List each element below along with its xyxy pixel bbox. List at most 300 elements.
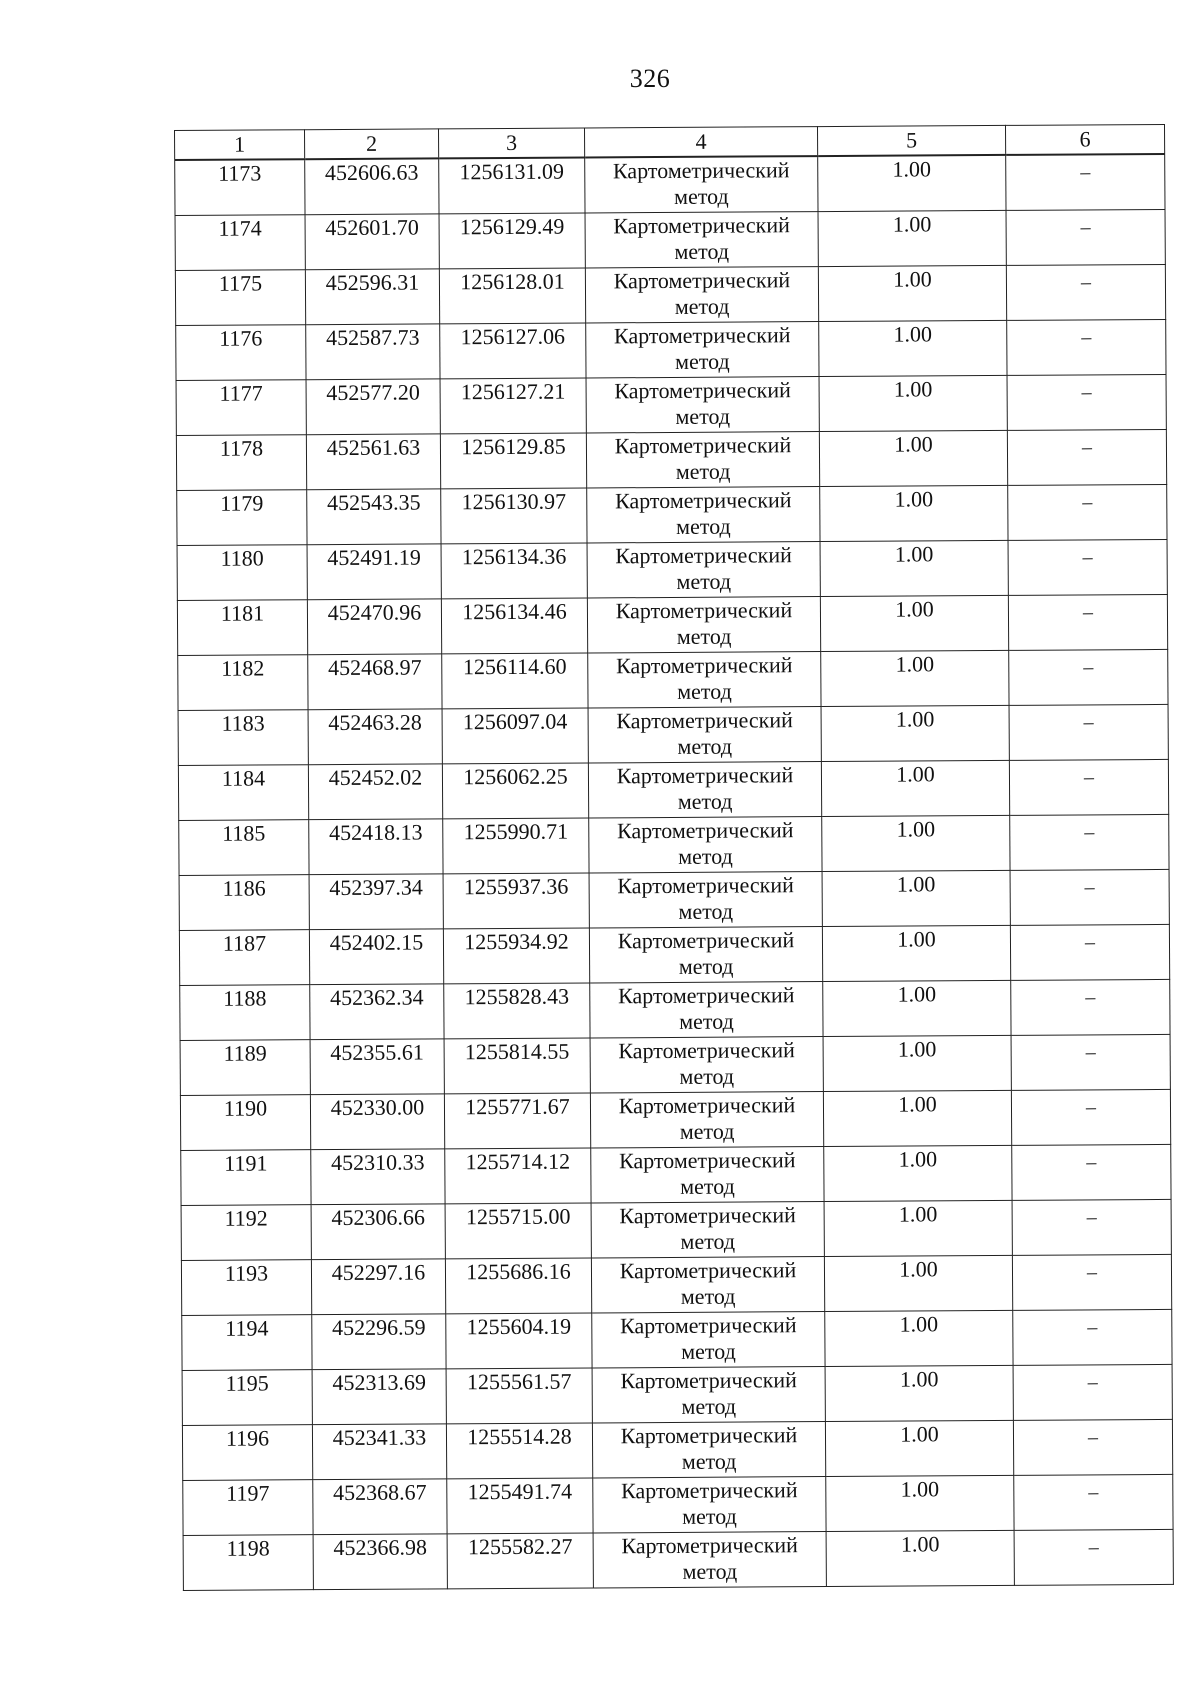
table-row (179, 924, 1169, 985)
point-number-cell (182, 1315, 312, 1371)
note-cell-text: – (1088, 1481, 1099, 1504)
note-cell-text: – (1087, 1426, 1099, 1449)
x-coordinate-cell-text: 452418.13 (328, 819, 423, 846)
method-cell (585, 212, 818, 268)
accuracy-cell (822, 925, 1010, 981)
y-coordinate-cell-text: 1256130.97 (461, 488, 567, 515)
method-line-1: Картометрический (616, 817, 794, 844)
accuracy-cell (823, 1035, 1011, 1091)
accuracy-cell-text: 1.00 (900, 1476, 940, 1502)
x-coordinate-cell (306, 434, 440, 490)
x-coordinate-cell (311, 1149, 445, 1205)
x-coordinate-cell-text: 452297.16 (331, 1259, 426, 1286)
method-cell (592, 1422, 825, 1478)
method-cell (591, 1202, 824, 1258)
point-number-cell (182, 1425, 312, 1481)
method-line-1: Картометрический (618, 1147, 796, 1174)
table-row (181, 1254, 1171, 1315)
accuracy-cell-text: 1.00 (895, 651, 935, 677)
point-number-cell-text: 1198 (226, 1535, 270, 1561)
x-coordinate-cell (312, 1314, 446, 1370)
note-cell (1009, 704, 1168, 760)
point-number-cell (178, 655, 308, 711)
y-coordinate-cell-text: 1256127.06 (460, 323, 566, 350)
x-coordinate-cell (305, 158, 439, 214)
point-number-cell (175, 270, 305, 326)
point-number-cell (183, 1480, 313, 1536)
y-coordinate-cell (444, 983, 590, 1039)
y-coordinate-cell (447, 1533, 593, 1589)
table-row (183, 1474, 1173, 1535)
method-line-2: метод (675, 403, 731, 429)
table-row (181, 1199, 1171, 1260)
note-cell-text: – (1086, 1206, 1097, 1229)
accuracy-cell-text: 1.00 (898, 1201, 938, 1227)
note-cell-text: – (1085, 1096, 1097, 1119)
x-coordinate-cell-text: 452543.35 (326, 489, 421, 516)
note-cell-text: – (1083, 766, 1095, 789)
method-line-2: метод (679, 1118, 735, 1144)
y-coordinate-cell (442, 708, 588, 764)
method-cell (593, 1532, 826, 1588)
y-coordinate-cell (441, 488, 587, 544)
x-coordinate-cell-text: 452296.59 (331, 1314, 426, 1341)
y-coordinate-cell-text: 1255934.92 (464, 928, 569, 955)
point-number-cell-text: 1179 (220, 490, 264, 516)
note-cell (1008, 484, 1167, 540)
note-cell-text: – (1083, 656, 1094, 679)
y-coordinate-cell-text: 1256128.01 (460, 268, 565, 295)
point-number-cell (176, 325, 306, 381)
y-coordinate-cell (439, 213, 585, 269)
accuracy-cell (824, 1145, 1012, 1201)
note-cell (1012, 1199, 1171, 1255)
note-cell-text: – (1083, 711, 1094, 734)
accuracy-cell (820, 485, 1008, 541)
y-coordinate-cell-text: 1256127.21 (460, 378, 566, 405)
accuracy-cell (825, 1420, 1013, 1476)
x-coordinate-cell-text: 452368.67 (332, 1479, 427, 1506)
method-line-1: Картометрический (616, 707, 793, 734)
point-number-cell-text: 1176 (219, 325, 263, 351)
y-coordinate-cell-text: 1256131.09 (459, 158, 565, 185)
point-number-cell-text: 1188 (223, 985, 267, 1011)
accuracy-cell (820, 540, 1008, 596)
method-cell (592, 1312, 825, 1368)
accuracy-cell-text: 1.00 (893, 266, 932, 292)
method-line-2: метод (681, 1393, 737, 1419)
method-cell (587, 542, 820, 598)
note-cell (1014, 1529, 1173, 1585)
method-line-1: Картометрический (613, 212, 790, 239)
note-cell (1011, 979, 1170, 1035)
y-coordinate-cell (446, 1313, 592, 1369)
note-cell-text: – (1084, 821, 1095, 844)
y-coordinate-cell-text: 1256134.46 (462, 598, 567, 625)
accuracy-cell-text: 1.00 (899, 1256, 938, 1282)
note-cell (1011, 1089, 1170, 1145)
y-coordinate-cell (445, 1258, 591, 1314)
method-line-2: метод (680, 1173, 735, 1199)
method-line-1: Картометрический (617, 872, 794, 899)
x-coordinate-cell (311, 1204, 445, 1260)
x-coordinate-cell-text: 452397.34 (329, 874, 423, 901)
method-cell (592, 1367, 825, 1423)
accuracy-cell-text: 1.00 (897, 981, 937, 1007)
y-coordinate-cell-text: 1255686.16 (466, 1258, 571, 1285)
x-coordinate-cell (307, 489, 441, 545)
y-coordinate-cell (443, 873, 589, 929)
method-cell (591, 1257, 824, 1313)
point-number-cell (178, 765, 308, 821)
x-coordinate-cell (312, 1369, 446, 1425)
x-coordinate-cell-text: 452362.34 (329, 984, 424, 1011)
table-row (178, 759, 1168, 820)
note-cell (1012, 1144, 1171, 1200)
note-cell (1009, 649, 1168, 705)
method-cell (590, 982, 823, 1038)
point-number-cell-text: 1197 (226, 1480, 270, 1506)
method-line-2: метод (681, 1448, 737, 1474)
method-line-1: Картометрический (618, 1092, 796, 1119)
column-header: 1 (175, 130, 305, 160)
accuracy-cell-text: 1.00 (900, 1421, 939, 1447)
accuracy-cell (825, 1310, 1013, 1366)
y-coordinate-cell-text: 1255582.27 (467, 1533, 573, 1560)
method-line-1: Картометрический (612, 157, 790, 184)
y-coordinate-cell-text: 1255714.12 (465, 1148, 571, 1175)
method-line-2: метод (674, 183, 729, 209)
point-number-cell-text: 1184 (221, 765, 266, 791)
y-coordinate-cell-text: 1255604.19 (466, 1313, 572, 1340)
method-cell (586, 377, 819, 433)
note-cell-text: – (1080, 271, 1092, 294)
x-coordinate-cell-text: 452470.96 (327, 599, 422, 626)
table-row (179, 869, 1169, 930)
x-coordinate-cell-text: 452601.70 (325, 214, 419, 241)
method-line-1: Картометрический (614, 377, 791, 404)
table-row (175, 264, 1165, 325)
method-cell (588, 652, 821, 708)
note-cell (1013, 1364, 1172, 1420)
note-cell-text: – (1086, 1261, 1098, 1284)
x-coordinate-cell-text: 452355.61 (330, 1039, 424, 1066)
method-line-1: Картометрический (618, 1037, 795, 1064)
point-number-cell (179, 875, 309, 931)
x-coordinate-cell (310, 984, 444, 1040)
x-coordinate-cell-text: 452310.33 (330, 1149, 425, 1176)
column-header: 2 (305, 129, 439, 159)
y-coordinate-cell (445, 1148, 591, 1204)
table-row (178, 649, 1168, 710)
method-cell (589, 927, 822, 983)
method-cell (588, 762, 821, 818)
accuracy-cell-text: 1.00 (898, 1146, 938, 1172)
point-number-cell-text: 1192 (224, 1205, 268, 1231)
note-cell-text: – (1088, 1536, 1099, 1559)
y-coordinate-cell (445, 1203, 591, 1259)
y-coordinate-cell (440, 323, 586, 379)
y-coordinate-cell-text: 1255937.36 (463, 873, 569, 900)
note-cell (1013, 1309, 1172, 1365)
note-cell-text: – (1085, 1041, 1096, 1064)
method-line-2: метод (679, 1063, 735, 1089)
point-number-cell-text: 1178 (219, 435, 264, 461)
method-line-2: метод (677, 733, 733, 759)
point-number-cell-text: 1193 (224, 1260, 269, 1286)
method-line-2: метод (680, 1228, 736, 1254)
method-line-1: Картометрический (619, 1312, 797, 1339)
accuracy-cell (821, 760, 1009, 816)
note-cell-text: – (1087, 1316, 1098, 1339)
accuracy-cell (818, 155, 1006, 212)
method-line-1: Картометрический (620, 1367, 797, 1394)
table-row (180, 979, 1170, 1040)
y-coordinate-cell-text: 1255561.57 (466, 1368, 572, 1395)
point-number-cell (177, 600, 307, 656)
method-line-1: Картометрический (620, 1477, 798, 1504)
accuracy-cell (818, 265, 1006, 321)
x-coordinate-cell (307, 544, 441, 600)
method-line-2: метод (679, 1008, 734, 1034)
note-cell-text: – (1085, 986, 1096, 1009)
x-coordinate-cell-text: 452596.31 (325, 269, 420, 296)
point-number-cell-text: 1190 (223, 1095, 268, 1121)
note-cell (1009, 759, 1168, 815)
accuracy-cell-text: 1.00 (893, 376, 933, 402)
note-cell (1014, 1474, 1173, 1530)
accuracy-cell-text: 1.00 (892, 211, 932, 237)
point-number-cell (175, 159, 305, 215)
x-coordinate-cell-text: 452463.28 (328, 709, 422, 736)
x-coordinate-cell (309, 929, 443, 985)
accuracy-cell (821, 650, 1009, 706)
note-cell (1007, 319, 1166, 375)
method-line-2: метод (680, 1283, 736, 1309)
accuracy-cell (818, 210, 1006, 266)
point-number-cell (176, 380, 306, 436)
note-cell (1007, 374, 1166, 430)
table-row (177, 484, 1167, 545)
x-coordinate-cell (308, 654, 442, 710)
method-cell (586, 322, 819, 378)
y-coordinate-cell-text: 1255814.55 (464, 1038, 570, 1065)
point-number-cell (177, 490, 307, 546)
point-number-cell-text: 1174 (218, 215, 262, 241)
note-cell-text: – (1080, 161, 1091, 184)
table-row (175, 209, 1165, 270)
x-coordinate-cell-text: 452577.20 (326, 379, 420, 406)
accuracy-cell-text: 1.00 (899, 1311, 939, 1337)
method-line-2: метод (676, 623, 732, 649)
x-coordinate-cell (305, 269, 439, 325)
point-number-cell-text: 1195 (225, 1370, 269, 1396)
point-number-cell (179, 820, 309, 876)
table-row (180, 1034, 1170, 1095)
point-number-cell-text: 1173 (218, 160, 262, 186)
note-cell (1013, 1419, 1172, 1475)
accuracy-cell (822, 870, 1010, 926)
point-number-cell-text: 1180 (220, 545, 264, 571)
note-cell-text: – (1080, 216, 1091, 239)
x-coordinate-cell (306, 379, 440, 435)
method-line-2: метод (678, 843, 733, 869)
method-line-1: Картометрический (615, 542, 792, 569)
y-coordinate-cell (442, 653, 588, 709)
method-line-2: метод (681, 1338, 736, 1364)
x-coordinate-cell-text: 452341.33 (332, 1424, 427, 1451)
x-coordinate-cell (313, 1534, 447, 1590)
x-coordinate-cell-text: 452313.69 (332, 1369, 426, 1396)
point-number-cell-text: 1183 (221, 710, 265, 736)
y-coordinate-cell-text: 1255715.00 (465, 1203, 571, 1230)
table-row (177, 539, 1167, 600)
y-coordinate-cell-text: 1255771.67 (465, 1093, 570, 1120)
point-number-cell (178, 710, 308, 766)
y-coordinate-cell-text: 1256097.04 (462, 708, 568, 735)
method-line-1: Картометрический (614, 487, 792, 514)
accuracy-cell-text: 1.00 (899, 1366, 939, 1392)
x-coordinate-cell (305, 214, 439, 270)
method-line-1: Картометрический (613, 267, 791, 294)
method-line-2: метод (682, 1503, 737, 1529)
method-line-1: Картометрический (617, 927, 795, 954)
method-line-1: Картометрический (615, 652, 793, 679)
x-coordinate-cell (306, 324, 440, 380)
point-number-cell-text: 1196 (225, 1425, 270, 1451)
x-coordinate-cell (308, 764, 442, 820)
y-coordinate-cell-text: 1256062.25 (463, 763, 568, 790)
note-cell-text: – (1082, 546, 1093, 569)
accuracy-cell-text: 1.00 (897, 1036, 937, 1062)
x-coordinate-cell-text: 452330.00 (330, 1094, 425, 1121)
y-coordinate-cell (444, 1093, 590, 1149)
y-coordinate-cell (440, 378, 586, 434)
table-row (181, 1144, 1171, 1205)
method-cell (590, 1037, 823, 1093)
method-cell (585, 267, 818, 323)
accuracy-cell (819, 320, 1007, 376)
accuracy-cell-text: 1.00 (895, 596, 934, 622)
note-cell-text: – (1081, 381, 1092, 404)
page-number: 326 (629, 64, 671, 93)
table-row (182, 1419, 1172, 1480)
x-coordinate-cell (310, 1094, 444, 1150)
accuracy-cell (824, 1200, 1012, 1256)
note-cell-text: – (1081, 326, 1092, 349)
note-cell-text: – (1081, 436, 1093, 459)
point-number-cell (181, 1205, 311, 1261)
point-number-cell-text: 1185 (222, 820, 266, 846)
point-number-cell-text: 1194 (225, 1315, 269, 1341)
x-coordinate-cell (309, 819, 443, 875)
point-number-cell (180, 1095, 310, 1151)
method-line-2: метод (674, 293, 730, 319)
note-cell (1010, 869, 1169, 925)
point-number-cell-text: 1175 (218, 270, 263, 296)
table-row (176, 429, 1166, 490)
column-header: 6 (1005, 124, 1164, 154)
method-cell (588, 707, 821, 763)
point-number-cell-text: 1186 (222, 875, 266, 901)
table-row (182, 1364, 1172, 1425)
accuracy-cell-text: 1.00 (896, 816, 936, 842)
note-cell (1006, 264, 1165, 320)
accuracy-cell-text: 1.00 (896, 871, 936, 897)
note-cell (1008, 594, 1167, 650)
method-line-2: метод (677, 788, 733, 814)
accuracy-cell (824, 1255, 1012, 1311)
point-number-cell-text: 1189 (223, 1040, 267, 1066)
accuracy-cell-text: 1.00 (893, 321, 933, 347)
point-number-cell-text: 1191 (224, 1150, 268, 1176)
y-coordinate-cell-text: 1256129.49 (459, 213, 565, 240)
point-number-cell (175, 215, 305, 271)
column-header: 4 (584, 127, 817, 158)
method-line-1: Картометрический (615, 597, 793, 624)
y-coordinate-cell (441, 543, 587, 599)
accuracy-cell (819, 375, 1007, 431)
y-coordinate-cell (441, 598, 587, 654)
note-cell (1012, 1254, 1171, 1310)
y-coordinate-cell (440, 433, 586, 489)
note-cell-text: – (1086, 1151, 1097, 1174)
x-coordinate-cell-text: 452606.63 (324, 159, 419, 186)
accuracy-cell (826, 1475, 1014, 1531)
y-coordinate-cell-text: 1255491.74 (467, 1478, 573, 1505)
x-coordinate-cell (313, 1479, 447, 1535)
point-number-cell (176, 435, 306, 491)
accuracy-cell-text: 1.00 (898, 1091, 937, 1117)
accuracy-cell-text: 1.00 (894, 431, 933, 457)
point-number-cell-text: 1181 (220, 600, 265, 626)
method-cell (585, 156, 818, 213)
y-coordinate-cell (439, 268, 585, 324)
table-row (175, 154, 1165, 216)
table-row (179, 814, 1169, 875)
x-coordinate-cell-text: 452491.19 (327, 544, 421, 571)
note-cell (1008, 539, 1167, 595)
method-line-1: Картометрический (614, 432, 792, 459)
point-number-cell (180, 985, 310, 1041)
method-line-2: метод (678, 953, 734, 979)
note-cell-text: – (1084, 876, 1095, 899)
table-row (180, 1089, 1170, 1150)
method-cell (593, 1477, 826, 1533)
table-body (175, 154, 1174, 1591)
note-cell (1010, 814, 1169, 870)
method-line-1: Картометрический (621, 1532, 798, 1559)
method-line-2: метод (675, 348, 730, 374)
method-line-2: метод (678, 898, 734, 924)
y-coordinate-cell-text: 1256129.85 (461, 433, 566, 460)
method-cell (591, 1147, 824, 1203)
y-coordinate-cell-text: 1255514.28 (467, 1423, 572, 1450)
point-number-cell-text: 1177 (219, 380, 263, 406)
accuracy-cell (820, 595, 1008, 651)
coordinates-table (174, 124, 1174, 1591)
method-line-1: Картометрический (620, 1422, 798, 1449)
method-line-2: метод (682, 1558, 738, 1584)
accuracy-cell-text: 1.00 (900, 1531, 940, 1557)
note-cell (1006, 154, 1165, 210)
table-row (183, 1529, 1173, 1590)
note-cell-text: – (1084, 931, 1096, 954)
method-cell (586, 432, 819, 488)
x-coordinate-cell (310, 1039, 444, 1095)
note-cell (1006, 209, 1165, 265)
x-coordinate-cell-text: 452366.98 (333, 1534, 427, 1561)
